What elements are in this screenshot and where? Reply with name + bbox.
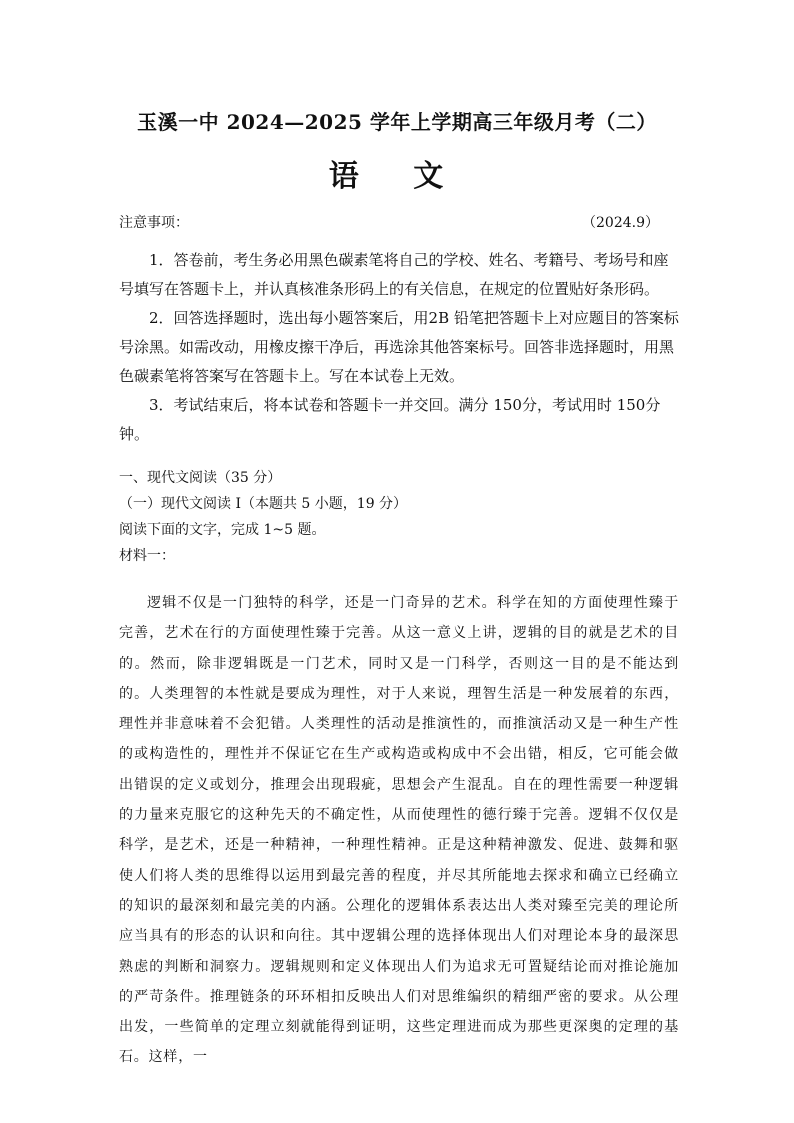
section-title: 一、现代文阅读（35 分） — [119, 470, 282, 486]
reading-section-header — [119, 465, 679, 569]
exam-date: （2024.9） — [582, 215, 659, 231]
notice-label: 注意事项： — [119, 215, 189, 231]
subsection-title: （一）现代文阅读 I（本题共 5 小题，19 分） — [119, 496, 408, 512]
material-label: 材料一： — [119, 548, 175, 564]
notice-item-1: 1．答卷前，考生务必用黑色碳素笔将自己的学校、姓名、考籍号、考场号和座号填写在答题卡上，并认真核准条形码上的有关信息，在规定的位置贴好条形码。 — [119, 251, 669, 298]
notice-list — [119, 246, 679, 449]
exam-title: 玉溪一中 2024—2025 学年上学期高三年级月考（二） — [137, 110, 657, 134]
reading-instruction: 阅读下面的文字，完成 1~5 题。 — [119, 522, 326, 538]
notice-header — [119, 212, 659, 234]
subject-title: 语 文 — [328, 159, 466, 194]
notice-item-2: 2．回答选择题时，选出每小题答案后，用2B 铅笔把答题卡上对应题目的答案标号涂黑。如需改动，用橡皮擦干净后，再选涂其他答案标号。回答非选择题时，用黑色碳素笔将答案写在答题卡上。写在本试卷上无效。 — [119, 309, 679, 385]
material-passage: 逻辑不仅是一门独特的科学，还是一门奇异的艺术。科学在知的方面使理性臻于完善，艺术在行的方面使理性臻于完善。从这一意义上讲，逻辑的目的就是艺术的目的。然而，除非逻辑既是一门艺术，同时又是一门科学，否则这一目的是不能达到的。人类理智的本性就是要成为理性，对于人来说，理智生活是一种发展着的东西，理性并非意味着不会犯错。人类理性的活动是推演性的，而推演活动又是一种生产性的或构造性的，理性并不保证它在生产或构造或构成中不会出错，相反，它可能会做出错误的定义或划分，推理会出现瑕疵，思想会产生混乱。自在的理性需要一种逻辑的力量来克服它的这种先天的不确定性，从而使理性的德行臻于完善。逻辑不仅仅是科学，是艺术，还是一种精神，一种理性精神。正是这种精神激发、促进、鼓舞和驱使人们将人类的思维得以运用到最完善的程度，并尽其所能地去探求和确立已经确立的知识的最深刻和最完美的内涵。公理化的逻辑体系表达出人类对臻至完美的理论所应当具有的形态的认识和向往。其中逻辑公理的选择体现出人们对理论本身的最深思熟虑的判断和洞察力。逻辑规则和定义体现出人们为追求无可置疑结论而对推论施加的严苛条件。推理链条的环环相扣反映出人们对思维编织的精细严密的要求。从公理出发，一些简单的定理立刻就能得到证明，这些定理进而成为那些更深奥的定理的基石。这样，一 — [119, 595, 679, 1066]
notice-item-3: 3．考试结束后，将本试卷和答题卡一并交回。满分 150分，考试用时 150分钟。 — [119, 396, 661, 443]
